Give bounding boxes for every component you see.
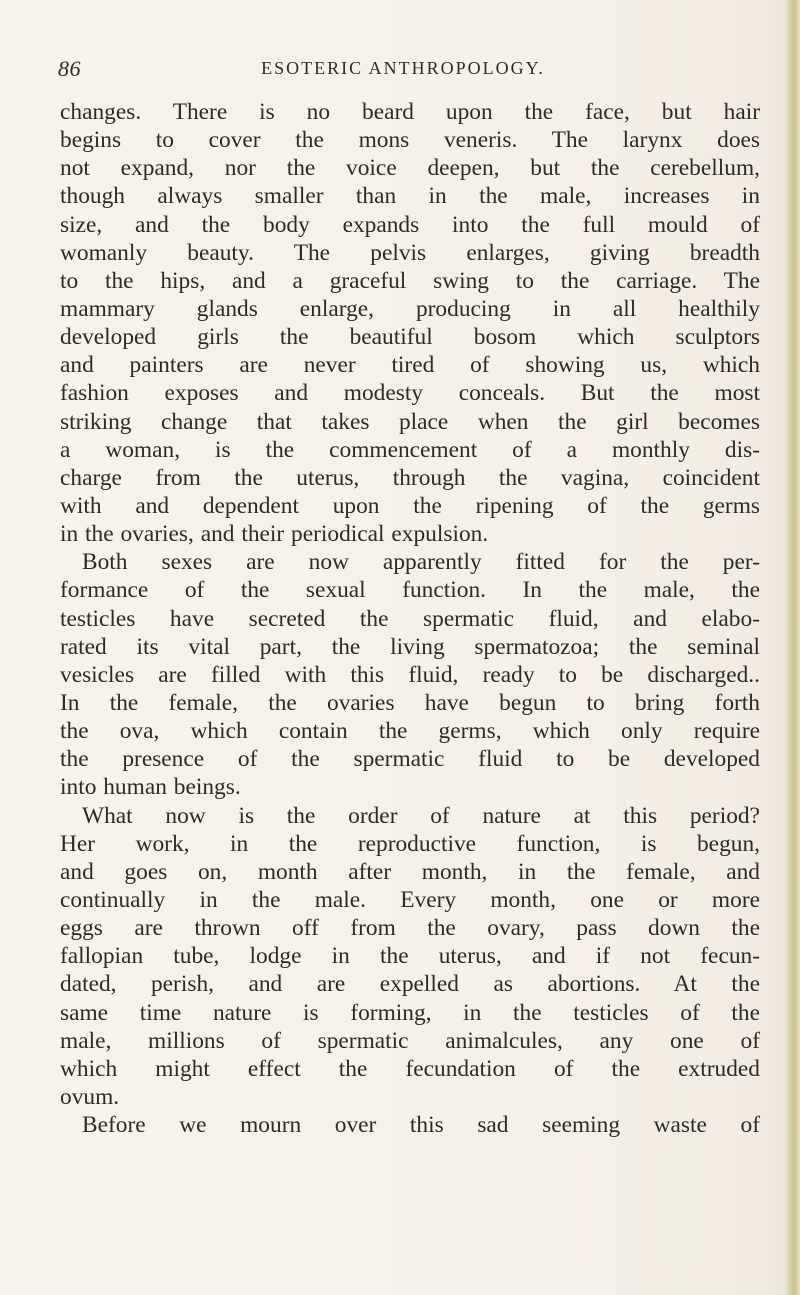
text-line: in the ovaries, and their periodical expulsion.	[60, 521, 489, 548]
text-line: formance of the sexual function. In the male, the	[60, 577, 760, 604]
text-line: the presence of the spermatic fluid to be developed	[60, 746, 760, 773]
text-line: Both sexes are now apparently fitted for the per-	[82, 549, 760, 576]
text-line: and goes on, month after month, in the female, and	[60, 858, 760, 885]
page-number: 86	[58, 56, 81, 81]
text-line: a woman, is the commencement of a monthly dis-	[60, 436, 760, 463]
text-line: not expand, nor the voice deepen, but the cerebellum,	[60, 155, 760, 182]
text-line: begins to cover the mons veneris. The larynx does	[60, 127, 760, 154]
text-line: rated its vital part, the living spermatozoa; the seminal	[60, 633, 760, 660]
text-line: eggs are thrown off from the ovary, pass down the	[60, 915, 760, 942]
text-line: continually in the male. Every month, one or more	[60, 886, 760, 913]
text-line: to the hips, and a graceful swing to the carriage. The	[60, 267, 760, 294]
text-line: Before we mourn over this sad seeming waste of	[82, 1112, 760, 1139]
running-head	[58, 56, 748, 86]
text-line: with and dependent upon the ripening of the germs	[60, 492, 760, 519]
text-line: fallopian tube, lodge in the uterus, and if not fecun-	[60, 943, 760, 970]
text-line: dated, perish, and are expelled as abortions. At the	[60, 971, 760, 998]
text-line: striking change that takes place when the girl becomes	[60, 408, 760, 435]
text-line: and painters are never tired of showing us, which	[60, 352, 760, 379]
text-line: vesicles are filled with this fluid, ready to be discharged..	[60, 661, 760, 688]
text-line: which might effect the fecundation of the extruded	[60, 1055, 760, 1082]
text-line: ovum.	[60, 1083, 120, 1110]
text-line: size, and the body expands into the full mould of	[60, 211, 760, 238]
text-line: In the female, the ovaries have begun to bring forth	[60, 689, 760, 716]
text-line: charge from the uterus, through the vagina, coincident	[60, 464, 760, 491]
text-line: fashion exposes and modesty conceals. But the most	[60, 380, 760, 407]
text-line: male, millions of spermatic animalcules, any one of	[60, 1027, 760, 1054]
text-line: What now is the order of nature at this period?	[82, 802, 760, 829]
book-title: ESOTERIC ANTHROPOLOGY.	[261, 58, 545, 78]
text-line: Her work, in the reproductive function, is begun,	[60, 830, 760, 857]
text-line: womanly beauty. The pelvis enlarges, giving breadth	[60, 239, 760, 266]
text-line: into human beings.	[60, 774, 241, 801]
text-line: same time nature is forming, in the testicles of the	[60, 999, 760, 1026]
text-line: mammary glands enlarge, producing in all healthily	[60, 295, 760, 322]
text-line: developed girls the beautiful bosom which sculptors	[60, 324, 760, 351]
text-line: changes. There is no beard upon the face, but hair	[60, 99, 760, 125]
text-line: the ova, which contain the germs, which only require	[60, 718, 760, 745]
body-text	[60, 98, 760, 1139]
text-line: though always smaller than in the male, increases in	[60, 183, 760, 210]
text-line: testicles have secreted the spermatic fluid, and elabo-	[60, 605, 760, 632]
page-edge	[786, 0, 800, 1295]
